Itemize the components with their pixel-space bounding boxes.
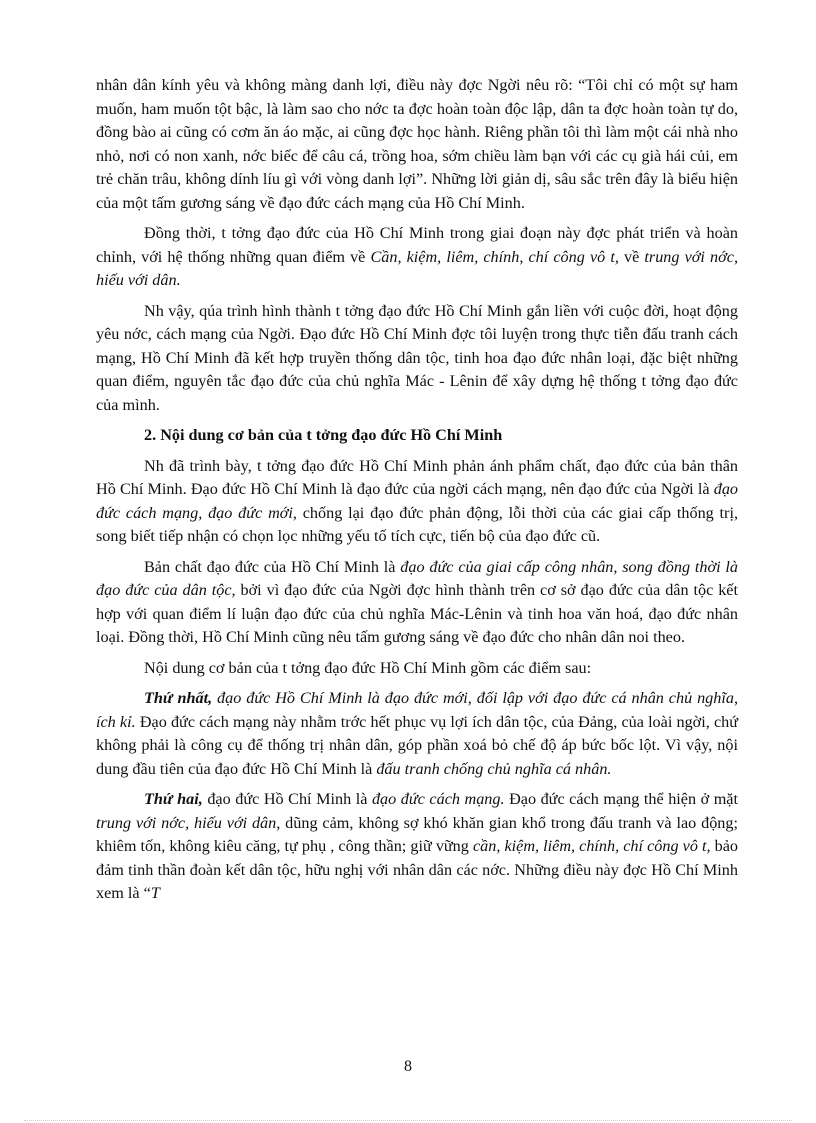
paragraph-5 bbox=[96, 556, 738, 650]
paragraph-8-italic-2: trung với nớc, hiếu với dân, bbox=[96, 813, 281, 832]
paragraph-4-text-2: , chống lại đạo đức phản động, lỗi thời của các giai cấp thống trị, song biết tiếp nhận có chọn lọc những yếu tố tích cực, tiến bộ của đạo đức cũ. bbox=[96, 503, 738, 545]
paragraph-5-italic: đạo đức của giai cấp công nhân, song đồng thời là đạo đức của dân tộc, bbox=[96, 557, 738, 599]
paragraph-8-italic-1: đạo đức cách mạng. bbox=[371, 790, 505, 808]
paragraph-7-lead: Thứ nhất, bbox=[144, 689, 213, 707]
paragraph-7 bbox=[96, 687, 738, 781]
paragraph-2-italic-2: trung với nớc, hiếu với dân. bbox=[96, 247, 738, 289]
paragraph-8-lead: Thứ hai, bbox=[144, 790, 203, 808]
paragraph-2-text: Đồng thời, t tởng đạo đức của Hồ Chí Minh trong giai đoạn này đợc phát triển và hoàn chỉnh, với hệ thống những quan điểm về bbox=[96, 224, 738, 266]
paragraph-4-text: Nh đã trình bày, t tởng đạo đức Hồ Chí Minh phản ánh phẩm chất, đạo đức của bản thân Hồ Chí Minh. Đạo đức Hồ Chí Minh là đạo đức của ngời cách mạng, nên đạo đức của Ngời là bbox=[96, 456, 738, 498]
paragraph-7-italic: đạo đức Hồ Chí Minh là đạo đức mới, đối lập với đạo đức cá nhân chủ nghĩa, ích kỉ. bbox=[96, 689, 739, 731]
document-page bbox=[96, 74, 738, 913]
paragraph-7-text: Đạo đức cách mạng này nhằm trớc hết phục vụ lợi ích dân tộc, của Đảng, của loài ngời, chứ không phải là công cụ để thống trị nhân dân, góp phần xoá bỏ chế độ áp bức bốc lột. Vì vậy, nội dung đầu tiên của đạo đức Hồ Chí Minh là bbox=[96, 712, 738, 778]
paragraph-8-italic-4: T bbox=[150, 884, 160, 902]
paragraph-6: Nội dung cơ bản của t tởng đạo đức Hồ Chí Minh gồm các điểm sau: bbox=[144, 658, 592, 677]
paragraph-8-text-3: dũng cảm, không sợ khó khăn gian khổ trong đấu tranh và lao động; khiêm tốn, không kiêu căng, tự phụ , công thần; giữ vững bbox=[96, 813, 738, 855]
paragraph-7-italic-2: đấu tranh chống chủ nghĩa cá nhân. bbox=[376, 759, 612, 778]
paragraph-2-italic-1: Cần, kiệm, liêm, chính, chí công vô t, bbox=[370, 247, 619, 266]
page-number: 8 bbox=[404, 1058, 412, 1075]
paragraph-2 bbox=[96, 222, 738, 293]
paragraph-8-text-4: bảo đảm tinh thần đoàn kết dân tộc, hữu nghị với nhân dân các nớc. Những điều này đợc Hồ Chí Minh xem là “ bbox=[96, 837, 738, 902]
paragraph-4 bbox=[96, 455, 738, 549]
paragraph-3: Nh vậy, qúa trình hình thành t tởng đạo đức Hồ Chí Minh gắn liền với cuộc đời, hoạt động yêu nớc, cách mạng của Ngời. Đạo đức Hồ Chí Minh đợc tôi luyện trong thực tiễn đấu tranh cách mạng, Hồ Chí Minh đã kết hợp truyền thống dân tộc, tinh hoa đạo đức nhân loại, đặc biệt những quan điểm, nguyên tắc đạo đức của chủ nghĩa Mác - Lênin để xây dựng hệ thống t tởng đạo đức của mình. bbox=[96, 301, 738, 414]
paragraph-8-text-2: Đạo đức cách mạng thể hiện ở mặt bbox=[504, 790, 738, 808]
paragraph-5-text: Bản chất đạo đức của Hồ Chí Minh là bbox=[144, 557, 401, 576]
paragraph-8-text: đạo đức Hồ Chí Minh là bbox=[202, 790, 372, 808]
section-heading: 2. Nội dung cơ bản của t tởng đạo đức Hồ Chí Minh bbox=[144, 426, 503, 444]
paragraph-5-text-2: bởi vì đạo đức của Ngời đợc hình thành trên cơ sở đạo đức của dân tộc kết hợp với quan điểm lí luận đạo đức của chủ nghĩa Mác-Lênin và tinh hoa văn hoá, đạo đức nhân loại. Đồng thời, Hồ Chí Minh cũng nêu tấm gương sáng về đạo đức cho nhân dân noi theo. bbox=[96, 581, 738, 646]
paragraph-8 bbox=[96, 788, 738, 906]
paragraph-1: nhân dân kính yêu và không màng danh lợi, điều này đợc Ngời nêu rõ: “Tôi chỉ có một sự ham muốn, ham muốn tột bậc, là làm sao cho nớc ta đợc hoàn toàn độc lập, dân ta đợc hoàn toàn tự do, đồng bào ai cũng có cơm ăn áo mặc, ai cũng đợc học hành. Riêng phần tôi thì làm một cái nhà nho nhỏ, nơi có non xanh, nớc biếc để câu cá, trồng hoa, sớm chiều làm bạn với các cụ già hái củi, em trẻ chăn trâu, không dính líu gì với vòng danh lợi”. Những lời giản dị, sâu sắc trên đây là biểu hiện của một tấm gương sáng về đạo đức cách mạng của Hồ Chí Minh. bbox=[96, 76, 738, 212]
paragraph-4-italic: đạo đức cách mạng, đạo đức mới bbox=[96, 480, 738, 522]
paragraph-8-italic-3: cần, kiệm, liêm, chính, chí công vô t, bbox=[472, 837, 711, 855]
footer-divider bbox=[24, 1120, 792, 1121]
paragraph-2-text-2: về bbox=[618, 247, 645, 266]
